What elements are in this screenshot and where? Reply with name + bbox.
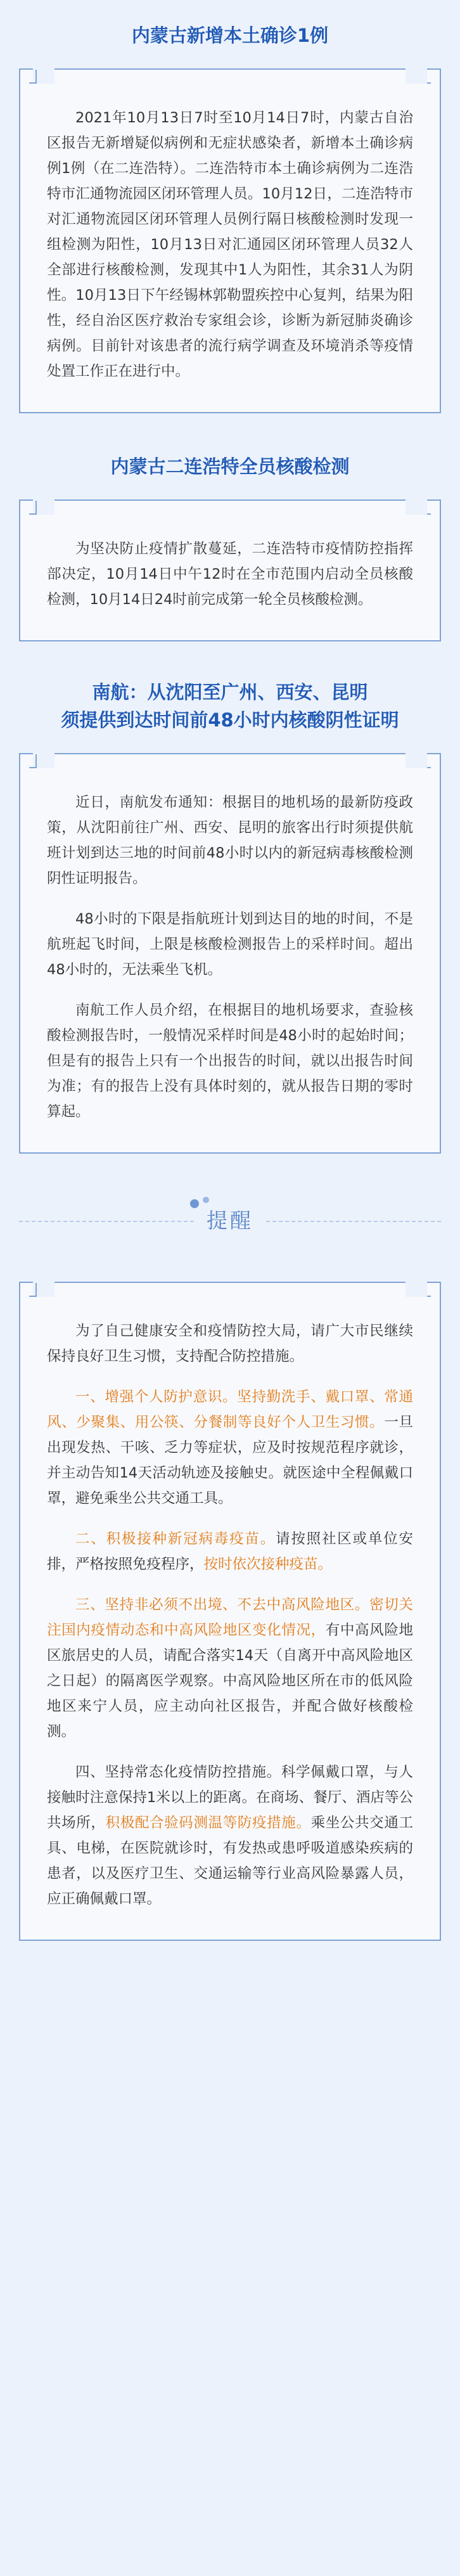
section2-paragraph: 为坚决防止疫情扩散蔓延，二连浩特市疫情防控指挥部决定，10月14日中午12时在全市范围内启动全员核酸检测，10月14日24时前完成第一轮全员核酸检测。: [47, 541, 413, 608]
tip-paragraph-1: 为了自己健康安全和疫情防控大局，请广大市民继续保持良好卫生习惯，支持配合防控措施。: [47, 1323, 413, 1365]
tip-highlight: 三、坚持非必须不出境、不去中高风险地区。密切关注国内疫情动态和中高风险地区变化情况，: [47, 1597, 413, 1639]
tip-paragraph-5: 四、坚持常态化疫情防控措施。科学佩戴口罩，与人接触时注意保持1米以上的距离。在商场、餐厅、酒店等公共场所，积极配合验码测温等防疫措施。乘坐公共交通工具、电梯，在医院就诊时，有发热或患呼吸道感染疾病的患者，以及医疗卫生、交通运输等行业高风险暴露人员，应正确佩戴口罩。: [47, 1764, 413, 1907]
tip-highlight: 按时依次接种疫苗。: [203, 1556, 333, 1573]
tip-paragraph-3: 二、积极接种新冠病毒疫苗。请按照社区或单位安排，严格按照免疫程序，按时依次接种疫苗。: [47, 1531, 413, 1573]
tip-divider: [0, 1184, 460, 1260]
corner-bracket: [29, 1283, 37, 1297]
corner-bracket: [29, 70, 37, 84]
section1-box: [19, 68, 441, 413]
tip-highlight: 一、增强个人防护意识。坚持勤洗手、戴口罩、常通风、少聚集、用公筷、分餐制等良好个人卫生习惯。: [47, 1389, 413, 1431]
section2-box: [19, 499, 441, 641]
corner-bracket: [423, 501, 431, 515]
corner-bracket: [29, 501, 37, 515]
corner-bracket: [423, 754, 431, 768]
tip-paragraph-2: 一、增强个人防护意识。坚持勤洗手、戴口罩、常通风、少聚集、用公筷、分餐制等良好个人卫生习惯。一旦出现发热、干咳、乏力等症状，应及时按规范程序就诊，并主动告知14天活动轨迹及接触史。就医途中全程佩戴口罩，避免乘坐公共交通工具。: [47, 1389, 413, 1507]
section3-paragraph-1: 近日，南航发布通知：根据目的地机场的最新防疫政策，从沈阳前往广州、西安、昆明的旅客出行时须提供航班计划到达三地的时间前48小时以内的新冠病毒核酸检测阴性证明报告。: [47, 794, 413, 887]
tip-highlight: 积极配合验码测温等防疫措施。: [105, 1815, 311, 1831]
tip-paragraph-4: 三、坚持非必须不出境、不去中高风险地区。密切关注国内疫情动态和中高风险地区变化情况，有中高风险地区旅居史的人员，请配合落实14天（自离开中高风险地区之日起）的隔离医学观察。中高风险地区所在市的低风险地区来宁人员，应主动向社区报告，并配合做好核酸检测。: [47, 1597, 413, 1740]
section3-paragraph-2: 48小时的下限是指航班计划到达目的地的时间，不是航班起飞时间，上限是核酸检测报告上的采样时间。超出48小时的，无法乘坐飞机。: [47, 911, 413, 978]
tip-highlight: 二、积极接种新冠病毒疫苗。: [75, 1531, 276, 1547]
corner-bracket: [29, 754, 37, 768]
section3-title-line1: 南航：从沈阳至广州、西安、昆明: [92, 681, 368, 703]
section3-title: [0, 641, 460, 734]
section2-title: 内蒙古二连浩特全员核酸检测: [110, 456, 350, 477]
section3-paragraph-3: 南航工作人员介绍，在根据目的地机场要求，查验核酸检测报告时，一般情况采样时间是48小时的起始时间；但是有的报告上只有一个出报告的时间，就以出报告时间为准；有的报告上没有具体时刻的，就从报告日期的零时算起。: [47, 1002, 413, 1120]
tip-box: [19, 1282, 441, 1941]
corner-bracket: [423, 70, 431, 84]
section1-paragraph: 2021年10月13日7时至10月14日7时，内蒙古自治区报告无新增疑似病例和无症状感染者，新增本土确诊病例1例（在二连浩特）。二连浩特市本土确诊病例为二连浩特市汇通物流园区闭环管理人员。10月12日，二连浩特市对汇通物流园区闭环管理人员例行隔日核酸检测时发现一组检测为阳性，10月13日对汇通园区闭环管理人员32人全部进行核酸检测，发现其中1人为阳性，其余31人为阴性。10月13日下午经锡林郭勒盟疾控中心复判，结果为阳性，经自治区医疗救治专家组会诊，诊断为新冠肺炎确诊病例。目前针对该患者的流行病学调查及环境消杀等疫情处置工作正在进行中。: [47, 110, 413, 380]
tip-title: 提醒: [0, 1206, 460, 1236]
corner-bracket: [423, 1283, 431, 1297]
section3-box: [19, 753, 441, 1154]
section3-title-line2: 须提供到达时间前48小时内核酸阴性证明: [61, 709, 399, 731]
section1-title: 内蒙古新增本土确诊1例: [131, 25, 329, 46]
